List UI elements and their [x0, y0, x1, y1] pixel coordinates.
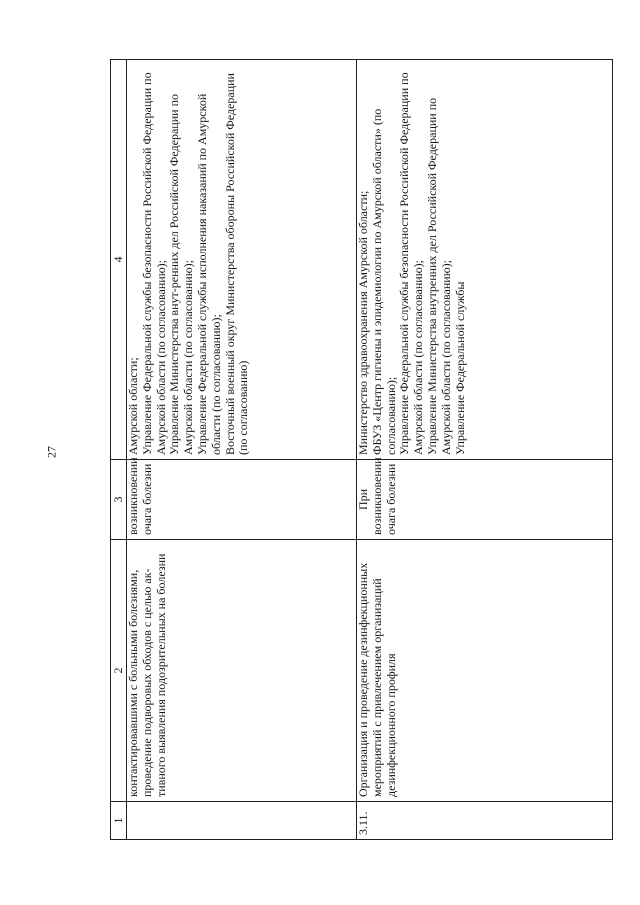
measure-text-line: Организация и проведение дезинфекционных: [356, 562, 370, 797]
timing-text-line: возникновении: [126, 457, 140, 535]
column-number-3: 3: [111, 460, 127, 540]
measure-text-line: тивного выявления подозрительных на болезни: [153, 553, 168, 797]
measure-text-line: контактировавшими с больными болезнями,: [126, 569, 140, 797]
row-number-cell: [127, 802, 357, 840]
executor-entry: Управление Министерства внут-ренних дел Российской Федерации по Амурской области (по согласованию);: [167, 94, 196, 455]
table-row-continuation: [127, 60, 357, 840]
measure-text-line: проведение подворовых обходов с целью ак-: [139, 568, 154, 797]
timing-text-line: очага болезни: [383, 463, 398, 535]
executor-entry: Управление Федеральной службы безопасности Российской Федерации по Амурской области (по согласованию);: [397, 72, 426, 455]
executor-entry: Управление Министерства внутренних дел Российской Федерации по Амурской области (по согласованию);: [424, 97, 453, 455]
executor-entry: ФБУЗ «Центр гигиены и эпидемиологии по Амурской области» (по согласованию);: [369, 108, 398, 455]
timing-text-line: очага болезни: [139, 463, 154, 535]
measure-cell: [127, 540, 357, 802]
measure-text-line: дезинфекционного профиля: [383, 653, 398, 797]
executor-entry: Министерство здравоохранения Амурской области;: [356, 190, 370, 455]
column-number-2: 2: [111, 540, 127, 802]
measures-table: [110, 59, 613, 840]
table-header-row: [111, 60, 127, 840]
column-number-1: 1: [111, 802, 127, 840]
executor-entry: Амурской области;: [126, 357, 140, 455]
page-number: 27: [44, 446, 59, 458]
executors-cell: [357, 60, 613, 460]
timing-cell: [126, 457, 357, 540]
table-row-3-11: [357, 60, 613, 840]
timing-text-line: возникновении: [369, 457, 384, 535]
timing-text-line: При: [356, 488, 370, 511]
executor-entry: Управление Федеральной службы исполнения наказаний по Амурской области (по согласованию);: [194, 93, 223, 455]
timing-cell: [356, 457, 613, 540]
executor-entry: Восточный военный округ Министерства обороны Российской Федерации (по согласованию): [222, 73, 251, 455]
executor-entry: Управление Федеральной службы безопасности Российской Федерации по Амурской области (по согласованию);: [139, 72, 168, 455]
measure-text-line: мероприятий с привлечением организаций: [369, 578, 384, 797]
executors-cell: [127, 60, 357, 460]
executor-entry: Управление Федеральной службы: [452, 281, 467, 455]
column-number-4: 4: [111, 60, 127, 460]
row-number-cell: 3.11.: [357, 802, 613, 840]
rotated-page-content: [110, 60, 613, 840]
measure-cell: [357, 540, 613, 802]
